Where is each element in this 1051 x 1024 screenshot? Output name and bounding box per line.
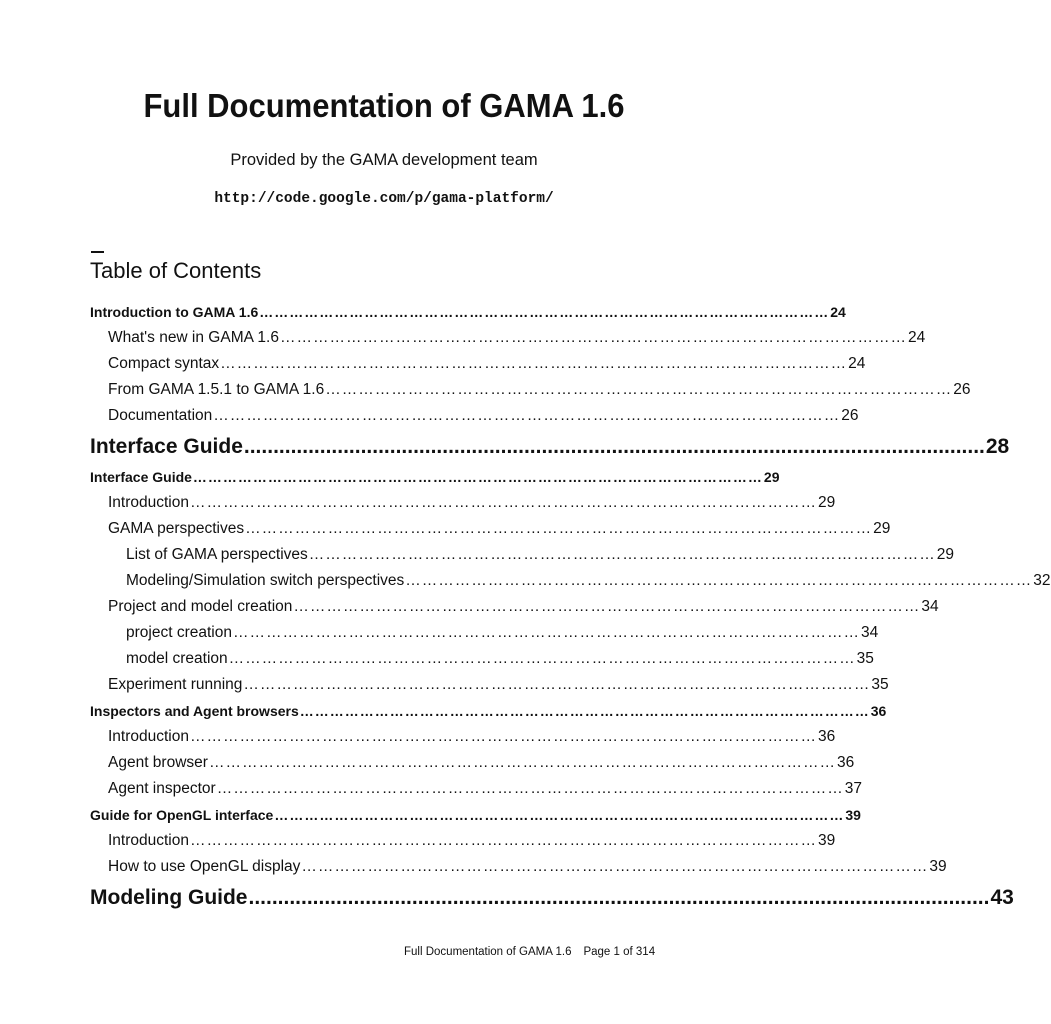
toc-entry-leader: ............................................................................................................................... — [243, 435, 985, 458]
toc-entry[interactable] — [90, 594, 939, 620]
toc-entry[interactable] — [90, 724, 836, 750]
toc-entry-leader: …………………………………………………………………………………………………… — [301, 858, 929, 875]
toc-entry[interactable] — [90, 880, 1014, 915]
toc-entry-page: 43 — [990, 886, 1014, 909]
toc-entry-leader: …………………………………………………………………………………………………… — [213, 407, 841, 424]
toc-heading: Table of Contents — [90, 258, 262, 283]
toc-entry[interactable] — [90, 542, 955, 568]
toc-entry[interactable] — [90, 516, 891, 542]
toc-entry[interactable] — [90, 299, 846, 325]
toc-entry-page: 36 — [836, 754, 855, 771]
toc-entry-leader: …………………………………………………………………………………………………… — [228, 650, 856, 667]
toc-entry-leader: …………………………………………………………………………………………………… — [299, 703, 870, 719]
toc-entry[interactable] — [90, 802, 861, 828]
toc-entry-leader: …………………………………………………………………………………………………… — [274, 807, 845, 823]
toc-entry-label: Interface Guide — [90, 435, 243, 458]
toc-entry-label: Documentation — [108, 407, 213, 424]
toc-entry-leader: …………………………………………………………………………………………………… — [220, 355, 848, 372]
toc-entry-page: 36 — [818, 728, 836, 745]
document-title: Full Documentation of GAMA 1.6 — [143, 86, 625, 125]
toc-entry[interactable] — [90, 698, 887, 724]
toc-entry-page: 26 — [841, 407, 859, 424]
toc-entry-label: model creation — [126, 650, 228, 667]
toc-entry-leader: …………………………………………………………………………………………………… — [308, 546, 936, 563]
toc-entry-label: Agent inspector — [108, 780, 216, 797]
toc-entry-label: GAMA perspectives — [108, 520, 245, 537]
toc-entry-label: Guide for OpenGL interface — [90, 807, 274, 823]
toc-entry-leader: …………………………………………………………………………………………………… — [259, 304, 830, 320]
toc-entry-leader: …………………………………………………………………………………………………… — [190, 832, 817, 849]
toc-entry-page: 39 — [929, 858, 947, 875]
toc-entry-page: 26 — [953, 381, 971, 398]
table-of-contents — [90, 299, 1051, 915]
toc-entry[interactable] — [90, 672, 889, 698]
toc-entry[interactable] — [90, 490, 836, 516]
toc-entry-label: Introduction — [108, 494, 189, 511]
toc-entry-label: project creation — [126, 624, 232, 641]
toc-entry-leader: …………………………………………………………………………………………………… — [208, 754, 836, 771]
page-footer — [404, 944, 655, 960]
toc-entry[interactable] — [90, 646, 874, 672]
toc-entry-leader: …………………………………………………………………………………………………… — [405, 572, 1033, 589]
toc-entry-label: List of GAMA perspectives — [126, 546, 308, 563]
toc-entry-page: 34 — [921, 598, 939, 615]
toc-entry-label: Project and model creation — [108, 598, 293, 615]
toc-entry-label: Agent browser — [108, 754, 208, 771]
toc-entry-label: Introduction — [108, 728, 189, 745]
toc-entry-page: 39 — [845, 807, 861, 823]
toc-entry-label: Experiment running — [108, 676, 243, 693]
toc-entry-leader: …………………………………………………………………………………………………… — [279, 329, 907, 346]
toc-entry-page: 24 — [907, 329, 926, 346]
toc-entry-label: Introduction to GAMA 1.6 — [90, 304, 259, 320]
toc-entry[interactable] — [90, 351, 866, 377]
toc-entry-label: How to use OpenGL display — [108, 858, 301, 875]
toc-entry-page: 35 — [856, 650, 874, 667]
footer-doc-name: Full Documentation of GAMA 1.6 — [404, 946, 572, 958]
toc-entry[interactable] — [90, 828, 836, 854]
toc-entry[interactable] — [90, 429, 1010, 464]
toc-entry-page: 29 — [873, 520, 891, 537]
toc-entry-page: 29 — [818, 494, 836, 511]
toc-entry-label: Inspectors and Agent browsers — [90, 703, 299, 719]
toc-entry[interactable] — [90, 568, 1051, 594]
footer-page-label: Page 1 of 314 — [583, 946, 656, 958]
document-subtitle: Provided by the GAMA development team — [230, 151, 538, 169]
toc-entry-leader: …………………………………………………………………………………………………… — [232, 624, 860, 641]
toc-entry[interactable] — [90, 750, 855, 776]
toc-entry-leader: …………………………………………………………………………………………………… — [245, 520, 873, 537]
toc-entry[interactable] — [90, 776, 862, 802]
toc-entry-page: 28 — [985, 435, 1010, 458]
toc-entry-page: 36 — [870, 703, 887, 719]
toc-heading-mark — [91, 251, 104, 253]
toc-entry-label: Compact syntax — [108, 355, 220, 372]
toc-entry-leader: …………………………………………………………………………………………………… — [325, 381, 953, 398]
toc-entry-page: 24 — [830, 304, 846, 320]
toc-entry-page: 29 — [763, 469, 780, 485]
toc-entry-page: 24 — [848, 355, 866, 372]
toc-entry-label: Introduction — [108, 832, 189, 849]
toc-entry-page: 35 — [871, 676, 889, 693]
toc-entry-label: Modeling Guide — [90, 886, 248, 909]
toc-entry[interactable] — [90, 403, 859, 429]
toc-entry-label: From GAMA 1.5.1 to GAMA 1.6 — [108, 381, 325, 398]
toc-entry-page: 29 — [936, 546, 955, 563]
toc-entry-leader: …………………………………………………………………………………………………… — [216, 780, 844, 797]
toc-entry-leader: …………………………………………………………………………………………………… — [243, 676, 871, 693]
toc-entry-leader: …………………………………………………………………………………………………… — [190, 728, 817, 745]
toc-entry-leader: …………………………………………………………………………………………………… — [190, 494, 817, 511]
toc-entry[interactable] — [90, 464, 780, 490]
toc-entry-label: Interface Guide — [90, 469, 192, 485]
toc-entry-label: Modeling/Simulation switch perspectives — [126, 572, 405, 589]
toc-entry[interactable] — [90, 377, 971, 403]
toc-entry[interactable] — [90, 854, 947, 880]
toc-entry-leader: …………………………………………………………………………………………………… — [293, 598, 921, 615]
toc-entry-leader: ............................................................................................................................... — [248, 886, 990, 909]
toc-entry-leader: …………………………………………………………………………………………………… — [192, 469, 763, 485]
toc-entry-page: 34 — [860, 624, 879, 641]
toc-entry-page: 37 — [844, 780, 862, 797]
toc-entry-label: What's new in GAMA 1.6 — [108, 329, 279, 346]
toc-entry[interactable] — [90, 325, 926, 351]
toc-entry-page: 32 — [1033, 572, 1051, 589]
project-url[interactable]: http://code.google.com/p/gama-platform/ — [214, 191, 554, 207]
toc-entry-page: 39 — [818, 832, 836, 849]
toc-entry[interactable] — [90, 620, 879, 646]
